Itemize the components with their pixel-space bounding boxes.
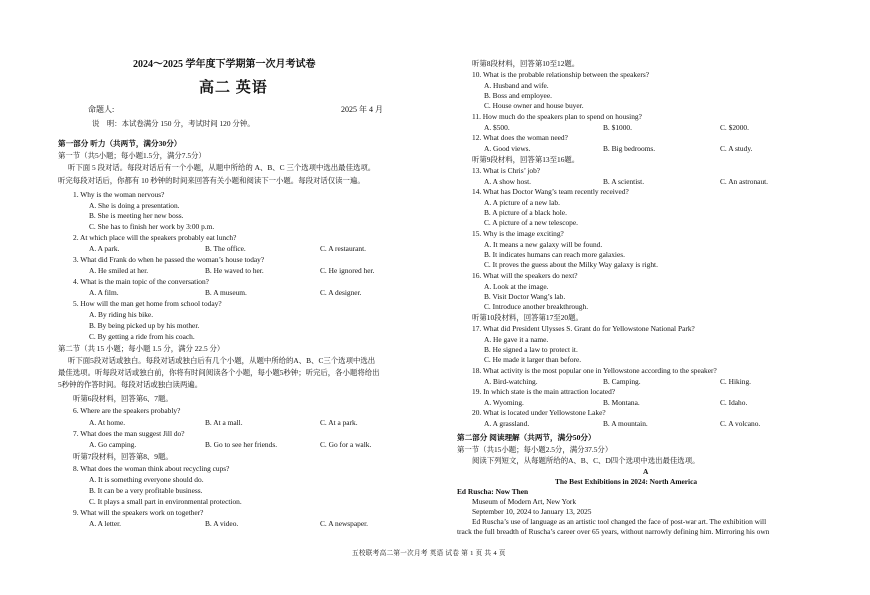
option: A. A letter. — [89, 519, 122, 528]
option: C. He ignored her. — [320, 266, 375, 275]
option: C. A picture of a new telescope. — [484, 218, 578, 227]
option: B. $1000. — [603, 123, 632, 132]
material-note: 听第7段材料，回答第8、9题。 — [73, 452, 173, 461]
passage-letter: A — [643, 467, 649, 476]
option: A. Look at the image. — [484, 282, 549, 291]
section2-heading: 第二节（共 15 小题；每小题 1.5 分，满分 22.5 分） — [58, 344, 225, 353]
part2-heading: 第二部分 阅读理解（共两节，满分50分） — [457, 433, 596, 442]
question-19: 19. In which state is the main attraction located? — [472, 387, 616, 396]
exhibit-venue: Museum of Modern Art, New York — [472, 497, 577, 506]
option: A. He gave it a name. — [484, 335, 549, 344]
author-label: 命题人: — [88, 105, 115, 114]
option: C. He made it larger than before. — [484, 355, 582, 364]
option: C. It proves the guess about the Milky Way galaxy is right. — [484, 260, 658, 269]
material-note: 听第9段材料，回答第13至16题。 — [472, 155, 580, 164]
option: A. It means a new galaxy will be found. — [484, 240, 603, 249]
question-15: 15. Why is the image exciting? — [472, 229, 564, 238]
option: C. A study. — [720, 144, 753, 153]
exhibit-dates: September 10, 2024 to January 13, 2025 — [472, 507, 592, 516]
section2-intro-line: 5秒钟的作答时间。每段对话或独白读两遍。 — [58, 380, 203, 389]
question-4: 4. What is the main topic of the conversation? — [73, 277, 209, 286]
exam-title: 2024～2025 学年度下学期第一次月考试卷 — [133, 59, 316, 70]
option: A. It is something everyone should do. — [89, 475, 204, 484]
passage-text-line: Ed Ruscha’s use of language as an artistic tool changed the face of post-war art. The exhibition will — [472, 517, 767, 526]
question-5: 5. How will the man get home from school today? — [73, 299, 222, 308]
option: B. Camping. — [603, 377, 641, 386]
question-1: 1. Why is the woman nervous? — [73, 190, 165, 199]
part1-heading: 第一部分 听力（共两节，满分30分） — [58, 139, 182, 148]
option: A. Wyoming. — [484, 398, 524, 407]
option: B. Go to see her friends. — [205, 440, 278, 449]
option: A. By riding his bike. — [89, 310, 154, 319]
option: B. A video. — [205, 519, 239, 528]
option: C. A newspaper. — [320, 519, 369, 528]
material-note: 听第8段材料，回答第10至12题。 — [472, 59, 580, 68]
question-2: 2. At which place will the speakers probably eat lunch? — [73, 233, 237, 242]
option: C. At a park. — [320, 418, 358, 427]
question-10: 10. What is the probable relationship between the speakers? — [472, 70, 649, 79]
question-3: 3. What did Frank do when he passed the woman’s house today? — [73, 255, 265, 264]
question-9: 9. What will the speakers work on together? — [73, 508, 204, 517]
option: A. A park. — [89, 244, 120, 253]
option: B. He waved to her. — [205, 266, 264, 275]
option: A. Husband and wife. — [484, 81, 549, 90]
question-20: 20. What is located under Yellowstone Lake? — [472, 408, 606, 417]
exam-date: 2025 年 4 月 — [341, 105, 383, 114]
option: C. A designer. — [320, 288, 362, 297]
option: B. It indicates humans can reach more galaxies. — [484, 250, 625, 259]
option: C. A volcano. — [720, 419, 761, 428]
question-12: 12. What does the woman need? — [472, 133, 568, 142]
option: A. Good views. — [484, 144, 531, 153]
option: A. He smiled at her. — [89, 266, 149, 275]
option: C. An astronaut. — [720, 177, 769, 186]
option: C. $2000. — [720, 123, 749, 132]
option: A. She is doing a presentation. — [89, 201, 180, 210]
option: C. She has to finish her work by 3:00 p.m. — [89, 222, 215, 231]
option: B. A museum. — [205, 288, 247, 297]
subject-title: 高二 英语 — [199, 80, 268, 96]
material-note: 听第6段材料，回答第6、7题。 — [73, 394, 173, 403]
option: B. A picture of a black hole. — [484, 208, 567, 217]
option: C. By getting a ride from his coach. — [89, 332, 195, 341]
option: B. She is meeting her new boss. — [89, 211, 184, 220]
option: C. Idaho. — [720, 398, 748, 407]
part2-section1-intro: 阅读下列短文，从每题所给的A、B、C、D四个选项中选出最佳选项。 — [472, 456, 700, 465]
option: B. A mountain. — [603, 419, 648, 428]
section2-intro-line: 听下面5段对话或独白。每段对话或独白后有几个小题，从题中所给的A、B、C三个选项中选出 — [68, 356, 376, 365]
section1-intro-line: 听完每段对话后，你都有 10 秒钟的时间来回答有关小题和阅读下一小题。每段对话仅读一遍。 — [58, 176, 365, 185]
option: B. It can be a very profitable business. — [89, 486, 203, 495]
question-13: 13. What is Chris’ job? — [472, 166, 541, 175]
option: C. Go for a walk. — [320, 440, 372, 449]
option: C. A restaurant. — [320, 244, 366, 253]
question-16: 16. What will the speakers do next? — [472, 271, 578, 280]
option: B. Visit Doctor Wang’s lab. — [484, 292, 566, 301]
instructions: 说 明：本试卷满分 150 分，考试时间 120 分钟。 — [92, 119, 255, 128]
exhibit-title: Ed Ruscha: Now Then — [457, 487, 529, 496]
option: A. A picture of a new lab. — [484, 198, 560, 207]
question-18: 18. What activity is the most popular one in Yellowstone according to the speaker? — [472, 366, 717, 375]
option: A. At home. — [89, 418, 126, 427]
option: B. Big bedrooms. — [603, 144, 656, 153]
option: A. $500. — [484, 123, 510, 132]
question-7: 7. What does the man suggest Jill do? — [73, 429, 185, 438]
option: A. A show host. — [484, 177, 532, 186]
question-8: 8. What does the woman think about recycling cups? — [73, 464, 230, 473]
option: A. A film. — [89, 288, 119, 297]
option: B. He signed a law to protect it. — [484, 345, 578, 354]
option: B. The office. — [205, 244, 246, 253]
page-footer: 五校联考高二第一次月考 英语 试卷 第 1 页 共 4 页 — [352, 550, 506, 557]
option: C. Hiking. — [720, 377, 752, 386]
option: A. A grassland. — [484, 419, 530, 428]
section2-intro-line: 最佳选项。听每段对话或独白前，你将有时间阅读各个小题，每小题5秒钟；听完后，各小题将给出 — [58, 368, 380, 377]
part2-section1-heading: 第一节（共15小题；每小题2.5分，满分37.5分） — [457, 445, 613, 454]
option: B. Montana. — [603, 398, 640, 407]
option: C. It plays a small part in environmental protection. — [89, 497, 242, 506]
section1-heading: 第一节（共5小题；每小题1.5分，满分7.5分） — [58, 151, 206, 160]
option: C. House owner and house buyer. — [484, 101, 584, 110]
question-14: 14. What has Doctor Wang’s team recently received? — [472, 187, 629, 196]
section1-intro-line: 听下面 5 段对话。每段对话后有一个小题，从题中所给的 A、B、C 三个选项中选出最佳选项。 — [68, 163, 376, 172]
question-6: 6. Where are the speakers probably? — [73, 406, 181, 415]
option: B. By being picked up by his mother. — [89, 321, 200, 330]
option: B. A scientist. — [603, 177, 645, 186]
material-note: 听第10段材料，回答第17至20题。 — [472, 313, 583, 322]
option: A. Bird-watching. — [484, 377, 538, 386]
option: C. Introduce another breakthrough. — [484, 302, 589, 311]
option: A. Go camping. — [89, 440, 137, 449]
passage-title: The Best Exhibitions in 2024: North America — [555, 477, 698, 486]
passage-text-line: track the full breadth of Ruscha’s career over 65 years, without narrowly defining him. Mirroring his own — [457, 527, 770, 536]
question-17: 17. What did President Ulysses S. Grant do for Yellowstone National Park? — [472, 324, 695, 333]
option: B. At a mall. — [205, 418, 243, 427]
option: B. Boss and employee. — [484, 91, 552, 100]
question-11: 11. How much do the speakers plan to spend on housing? — [472, 112, 642, 121]
